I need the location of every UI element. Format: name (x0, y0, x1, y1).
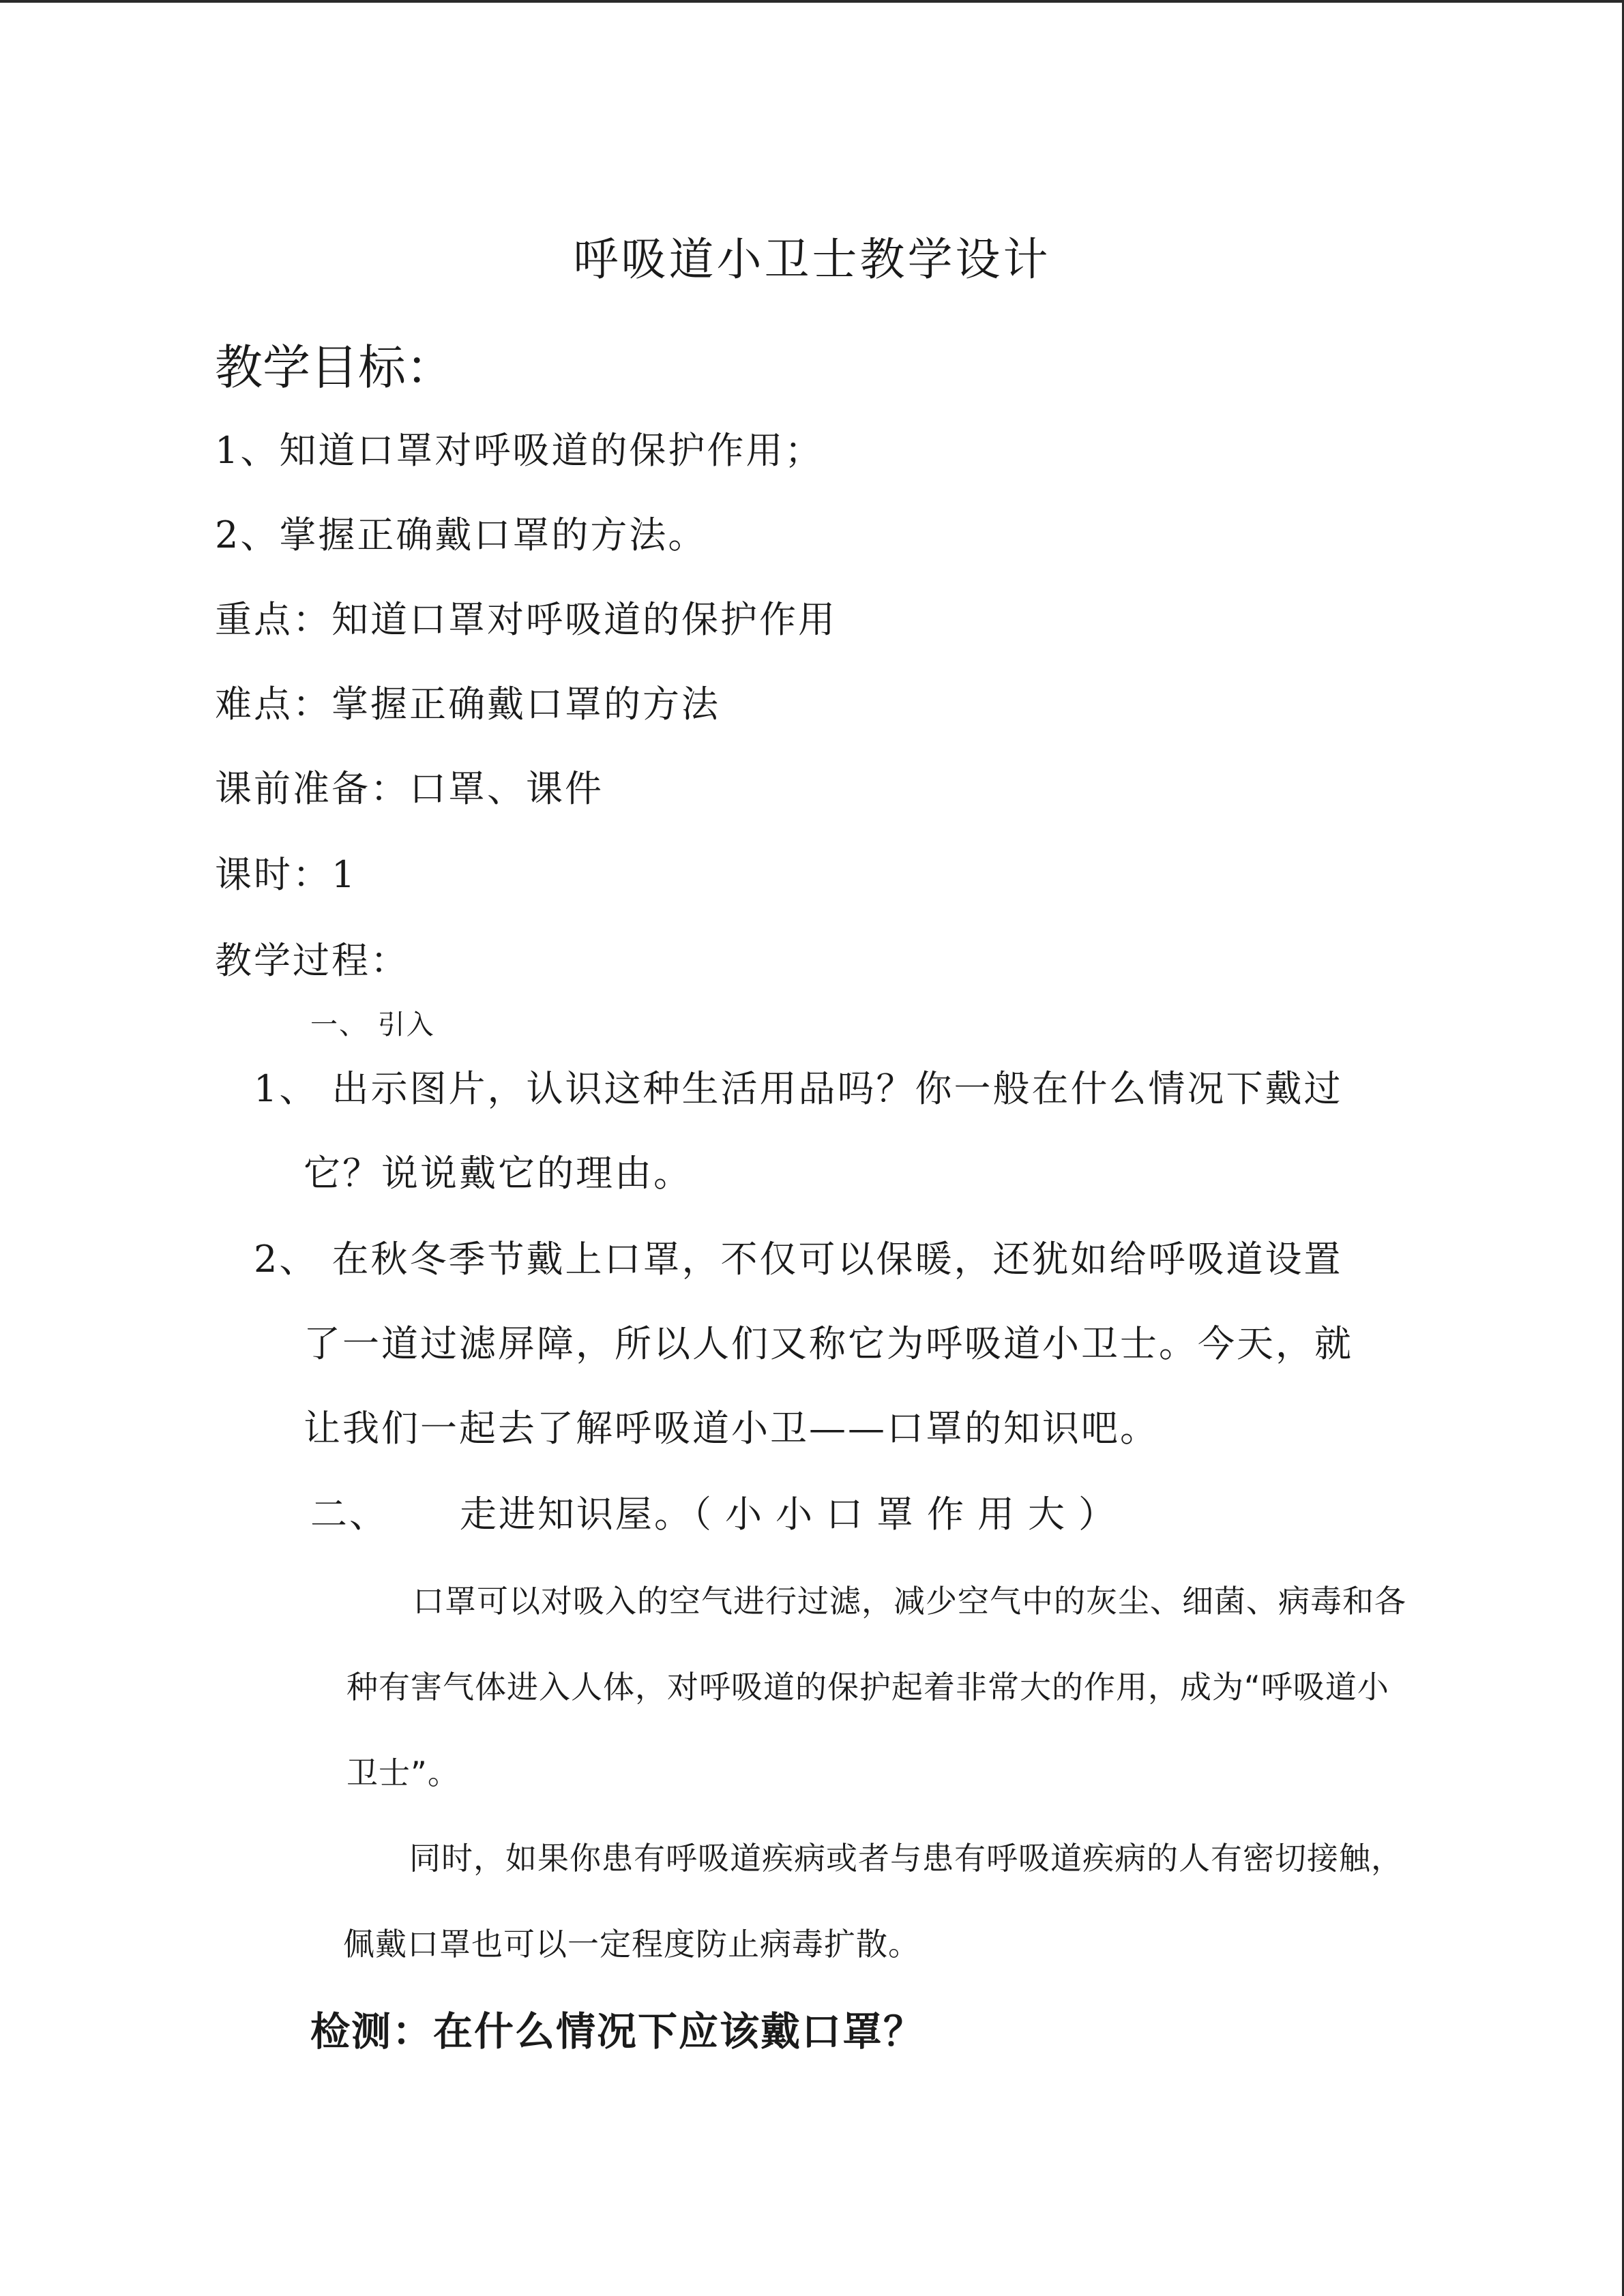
class-periods: 课时：1 (215, 853, 357, 896)
section2-para1-line1: 口罩可以对吸入的空气进行过滤，减少空气中的灰尘、细菌、病毒和各 (413, 1583, 1406, 1620)
section2-heading-number: 二、 (310, 1493, 388, 1536)
section2-heading-title: 走进知识屋。 (460, 1493, 693, 1536)
page-top-border (0, 0, 1624, 3)
preparation: 课前准备：口罩、课件 (215, 767, 604, 810)
section1-item2-line3: 让我们一起去了解呼吸道小卫——口罩的知识吧。 (304, 1407, 1159, 1450)
section2-heading (310, 1493, 1129, 1536)
section2-heading-subtitle: （小小口罩作用大） (693, 1493, 1129, 1536)
objective-item-1: 1、知道口罩对呼吸道的保护作用； (215, 429, 824, 472)
difficulty: 难点：掌握正确戴口罩的方法 (215, 683, 720, 726)
document-title: 呼吸道小卫士教学设计 (573, 233, 1051, 286)
section1-item2-line2: 了一道过滤屏障，所以人们又称它为呼吸道小卫士。今天，就 (304, 1322, 1353, 1365)
section1-item1-line2: 它？说说戴它的理由。 (304, 1152, 692, 1195)
section1-item1-line1: 1、 出示图片，认识这种生活用品吗？你一般在什么情况下戴过 (254, 1067, 1343, 1110)
section2-para1-line2: 种有害气体进入人体，对呼吸道的保护起着非常大的作用，成为“呼吸道小 (346, 1669, 1389, 1705)
section1-item2-line1: 2、 在秋冬季节戴上口罩，不仅可以保暖，还犹如给呼吸道设置 (254, 1238, 1343, 1281)
section2-para1-line3: 卫士”。 (346, 1755, 460, 1791)
key-point: 重点：知道口罩对呼吸道的保护作用 (215, 598, 837, 641)
section1-heading: 一、 引入 (310, 1009, 435, 1041)
process-heading: 教学过程： (215, 939, 409, 982)
section2-para2-line1: 同时，如果你患有呼吸道疾病或者与患有呼吸道疾病的人有密切接触， (409, 1840, 1403, 1877)
objectives-heading: 教学目标： (215, 340, 454, 396)
objective-item-2: 2、掌握正确戴口罩的方法。 (215, 513, 707, 556)
check-question: 检测：在什么情况下应该戴口罩？ (310, 2008, 925, 2055)
section2-para2-line2: 佩戴口罩也可以一定程度防止病毒扩散。 (343, 1926, 920, 1963)
